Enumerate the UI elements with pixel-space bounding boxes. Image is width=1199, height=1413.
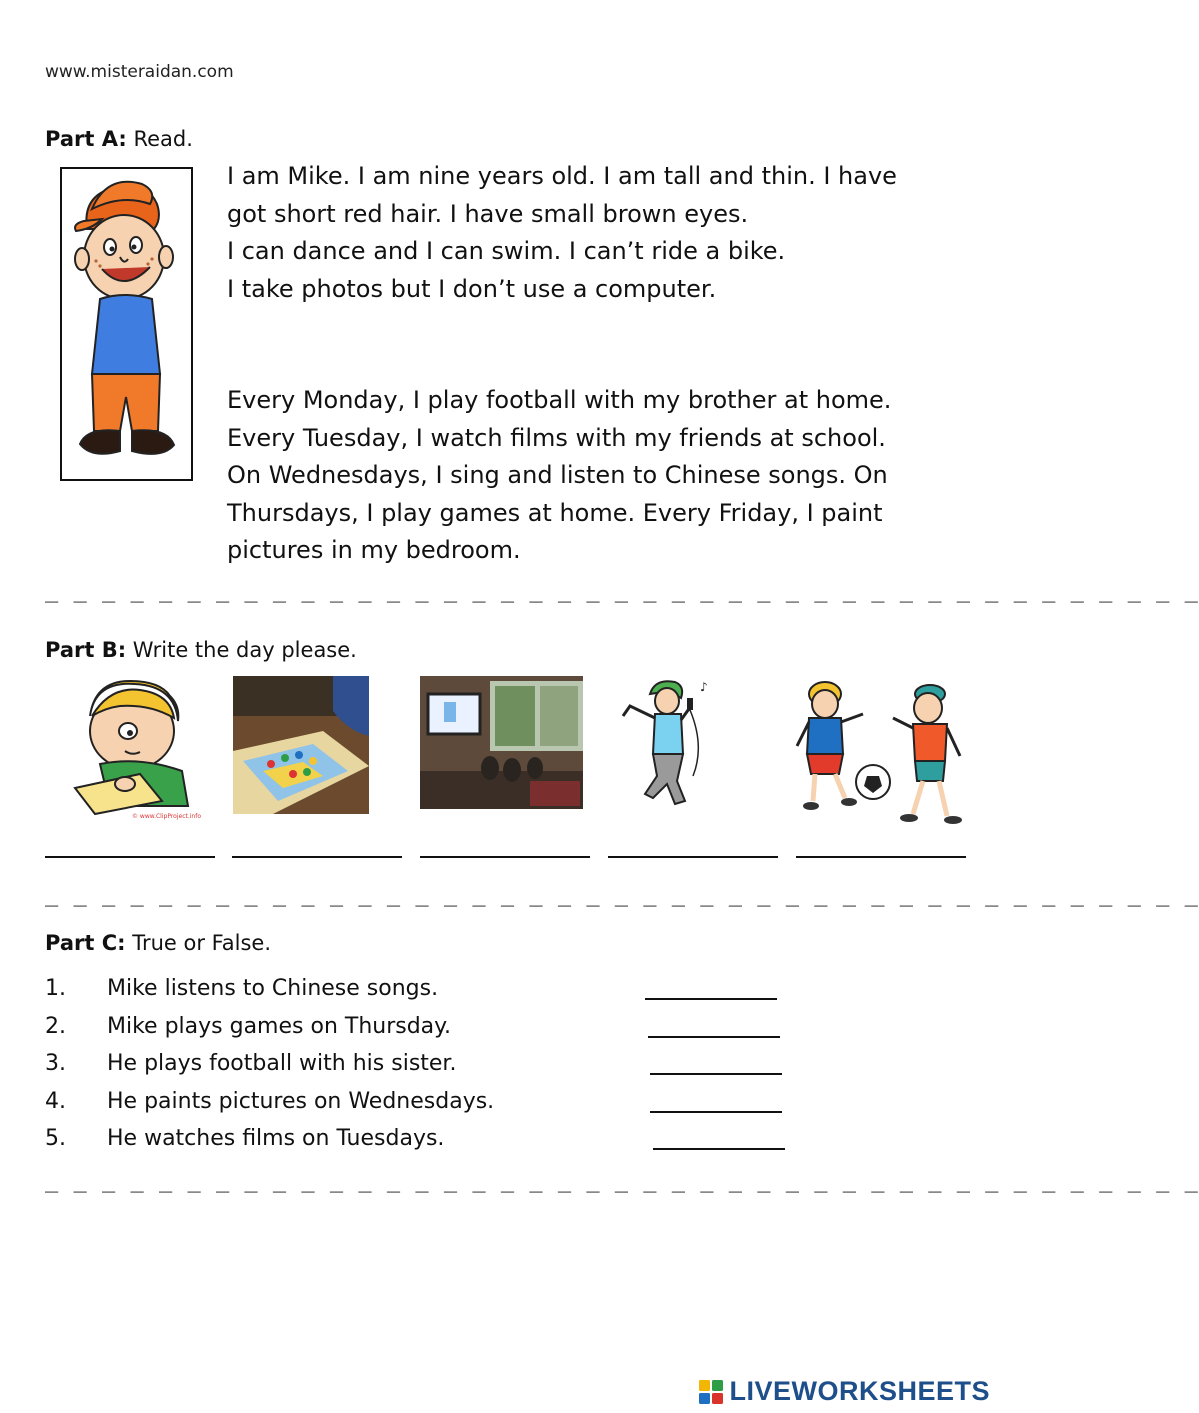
reading-paragraph-1 (227, 158, 967, 308)
list-item (45, 1008, 805, 1046)
reading-line: Every Monday, I play football with my brother at home. (227, 386, 892, 414)
reading-line: I take photos but I don’t use a computer. (227, 274, 717, 303)
watching-tv-picture (420, 676, 583, 809)
list-item (45, 1083, 805, 1121)
liveworksheets-logo[interactable] (699, 1376, 990, 1407)
item-number: 2. (45, 1013, 66, 1039)
item-number: 1. (45, 976, 66, 1001)
true-false-answer-line[interactable] (650, 1073, 782, 1075)
list-item (45, 970, 805, 1008)
section-separator: _ _ _ _ _ _ _ _ _ _ _ _ _ _ _ _ _ _ _ _ _ _ _ _ _ _ _ _ _ _ _ _ _ _ _ _ _ _ _ _ _ (45, 578, 1199, 603)
item-number: 4. (45, 1088, 66, 1114)
day-answer-line[interactable] (232, 856, 402, 858)
item-statement: He paints pictures on Wednesdays. (107, 1088, 495, 1114)
reading-line: pictures in my bedroom. (227, 536, 521, 564)
liveworksheets-logo-icon (699, 1380, 723, 1404)
part-b-label: Part B: (45, 638, 127, 662)
reading-line: got short red hair. I have small brown eyes. (227, 199, 749, 228)
boy-character-icon (62, 169, 191, 479)
item-statement: He plays football with his sister. (107, 1051, 457, 1076)
svg-text:♪: ♪ (700, 680, 708, 694)
part-c-instruction: True or False. (132, 931, 272, 955)
item-number: 3. (45, 1051, 66, 1076)
singing-man-picture (615, 676, 715, 811)
true-false-answer-line[interactable] (648, 1036, 780, 1038)
board-game-picture (233, 676, 369, 814)
item-statement: Mike plays games on Thursday. (107, 1013, 452, 1039)
true-false-answer-line[interactable] (650, 1111, 782, 1113)
item-statement: He watches films on Tuesdays. (107, 1126, 445, 1151)
reading-line: Every Tuesday, I watch films with my friends at school. (227, 423, 886, 452)
day-answer-line[interactable] (45, 856, 215, 858)
brand-name: LIVEWORKSHEETS (729, 1376, 990, 1406)
part-b-heading (45, 638, 357, 662)
item-number: 5. (45, 1126, 66, 1151)
picture-caption: © www.ClipProject.info (132, 813, 202, 820)
reading-paragraph-2 (227, 382, 967, 570)
part-a-instruction: Read. (133, 127, 193, 151)
day-answer-line[interactable] (608, 856, 778, 858)
day-answer-line[interactable] (420, 856, 590, 858)
reading-line: On Wednesdays, I sing and listen to Chinese songs. On (227, 461, 888, 489)
part-c-heading (45, 931, 271, 955)
part-a-heading (45, 127, 193, 151)
reading-line: I am Mike. I am nine years old. I am tall and thin. I have (227, 162, 897, 190)
part-a-label: Part A: (45, 127, 127, 151)
site-url: www.misteraidan.com (45, 62, 234, 82)
section-separator: _ _ _ _ _ _ _ _ _ _ _ _ _ _ _ _ _ _ _ _ _ _ _ _ _ _ _ _ _ _ _ _ _ _ _ _ _ _ _ _ _ (45, 1168, 1199, 1193)
painting-boy-picture (70, 676, 200, 821)
item-statement: Mike listens to Chinese songs. (107, 976, 439, 1001)
reading-line: I can dance and I can swim. I can’t ride a bike. (227, 237, 786, 265)
day-answer-line[interactable] (796, 856, 966, 858)
football-boys-picture (795, 676, 970, 836)
true-false-list (45, 970, 805, 1158)
list-item (45, 1045, 805, 1083)
reading-line: Thursdays, I play games at home. Every Friday, I paint (227, 498, 883, 527)
section-separator: _ _ _ _ _ _ _ _ _ _ _ _ _ _ _ _ _ _ _ _ _ _ _ _ _ _ _ _ _ _ _ _ _ _ _ _ _ _ _ _ _ (45, 882, 1199, 907)
true-false-answer-line[interactable] (645, 998, 777, 1000)
true-false-answer-line[interactable] (653, 1148, 785, 1150)
mike-picture-frame (60, 167, 193, 481)
part-b-instruction: Write the day please. (132, 638, 357, 662)
part-c-label: Part C: (45, 931, 126, 955)
list-item (45, 1120, 805, 1158)
